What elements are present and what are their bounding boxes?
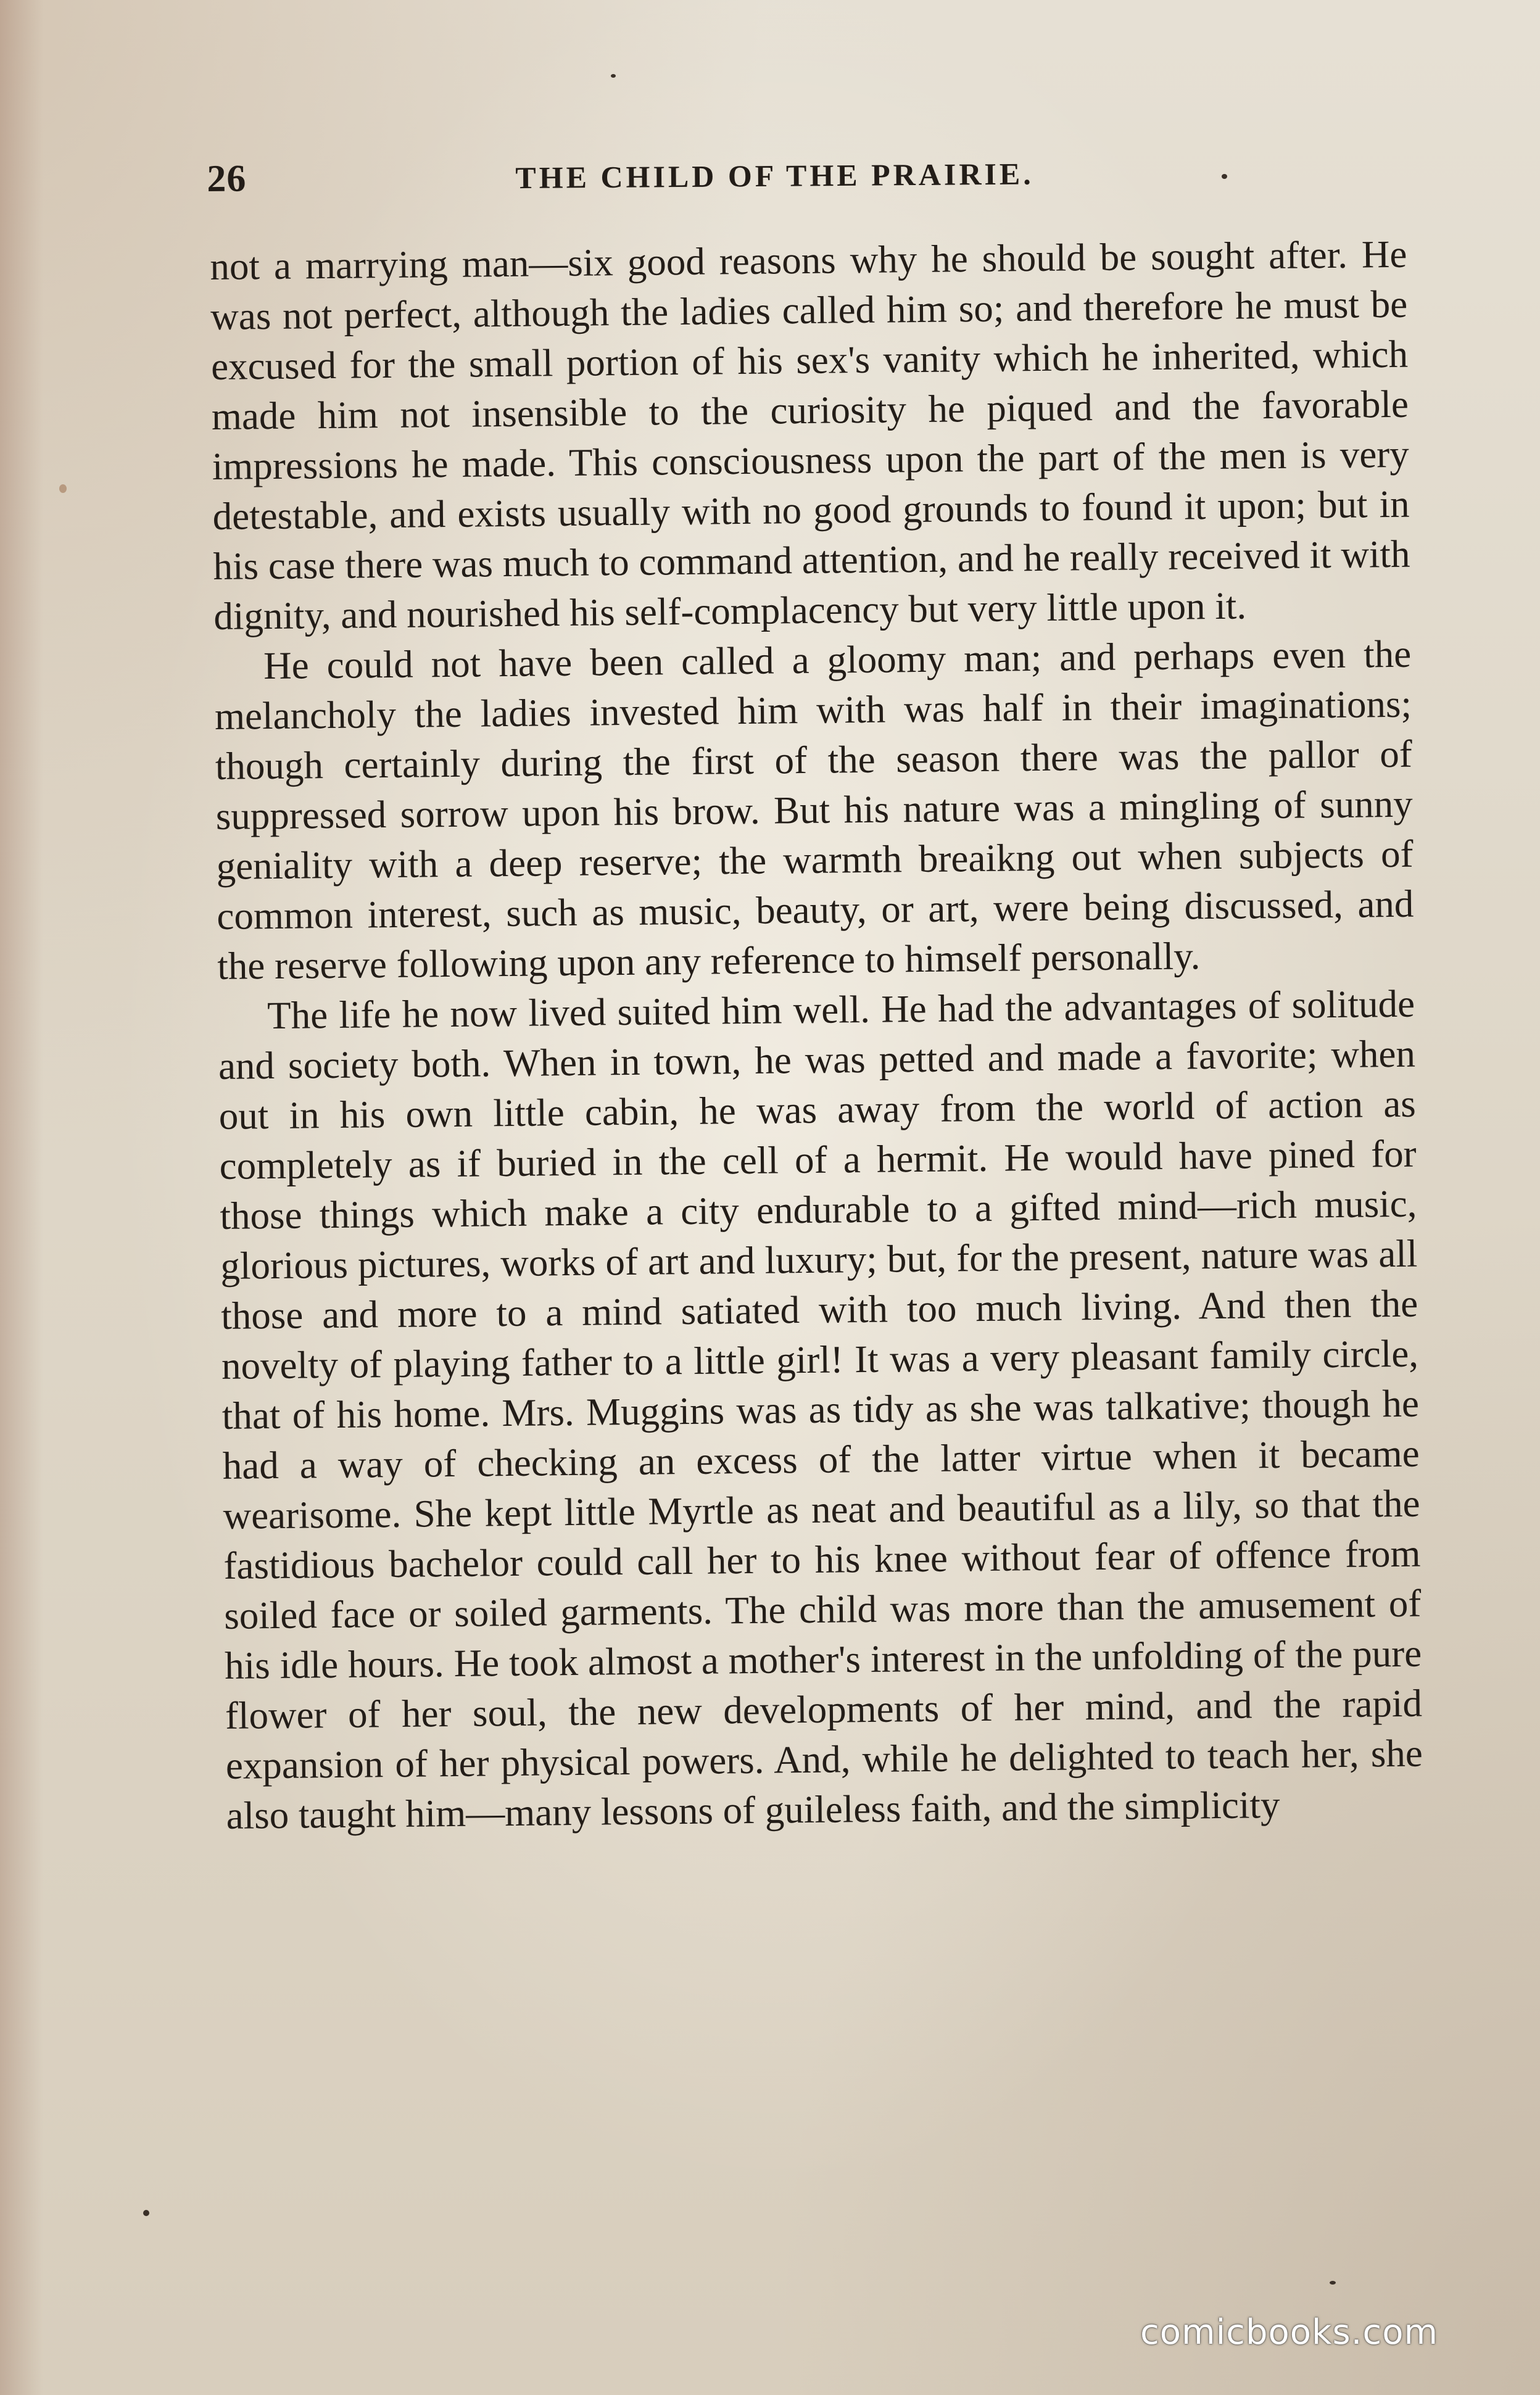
ink-speck bbox=[611, 74, 616, 78]
ink-speck bbox=[59, 484, 67, 493]
running-head bbox=[207, 142, 1417, 207]
ink-speck bbox=[1330, 2281, 1336, 2285]
paragraph-3: The life he now lived suited him well. He had the advantages of solitude and society both. When in town, he was petted and made a favorite; when out in his own little cabin, he was away from the world of action as completely as if buried in the cell of a hermit. He would have pined for those things which make a city endurable to a gifted mind—rich music, glorious pictures, works of art and luxury; but, for the present, nature was all those and more to a mind satiated with too much living. And then the novelty of playing father to a little girl! It was a very pleasant family circle, that of his home. Mrs. Muggins was as tidy as she was talkative; though he had a way of checking an excess of the latter virtue when it became wearisome. She kept little Myrtle as neat and beautiful as a lily, so that the fastidious bachelor could call her to his knee without fear of offence from soiled face or soiled garments. The child was more than the amusement of his idle hours. He took almost a mother's interest in the unfolding of the pure flower of her soul, the new developments of her mind, and the rapid expansion of her physical powers. And, while he delighted to teach her, she also taught him—many lessons of guileless faith, and the simplicity bbox=[218, 982, 1423, 1837]
running-title: THE CHILD OF THE PRAIRIE. bbox=[515, 156, 1034, 196]
body-text bbox=[210, 230, 1423, 1841]
ink-speck bbox=[1222, 174, 1227, 179]
ink-speck bbox=[143, 2210, 149, 2216]
paragraph-1: not a marrying man—six good reasons why he should be sought after. He was not perfect, although the ladies called him so; and therefore he must be excused for the small portion of his sex's vanity which he inherited, which made him not insensible to the curiosity he piqued and the favorable impressions he made. This consciousness upon the part of the men is very detestable, and exists usually with no good grounds to found it upon; but in his case there was much to command attention, and he really received it with dignity, and nourished his self-complacency but very little upon it. bbox=[210, 232, 1410, 638]
page-number: 26 bbox=[207, 157, 247, 200]
paragraph-2: He could not have been called a gloomy man; and perhaps even the melancholy the ladies invested him with was half in their imaginations; though certainly during the first of the season there was the pallor of suppressed sorrow upon his brow. But his nature was a mingling of sunny geniality with a deep reserve; the warmth breaikng out when subjects of common interest, such as music, beauty, or art, were being discussed, and the reserve following upon any reference to himself personally. bbox=[214, 632, 1414, 988]
watermark: comicbooks.com bbox=[1140, 2312, 1439, 2352]
